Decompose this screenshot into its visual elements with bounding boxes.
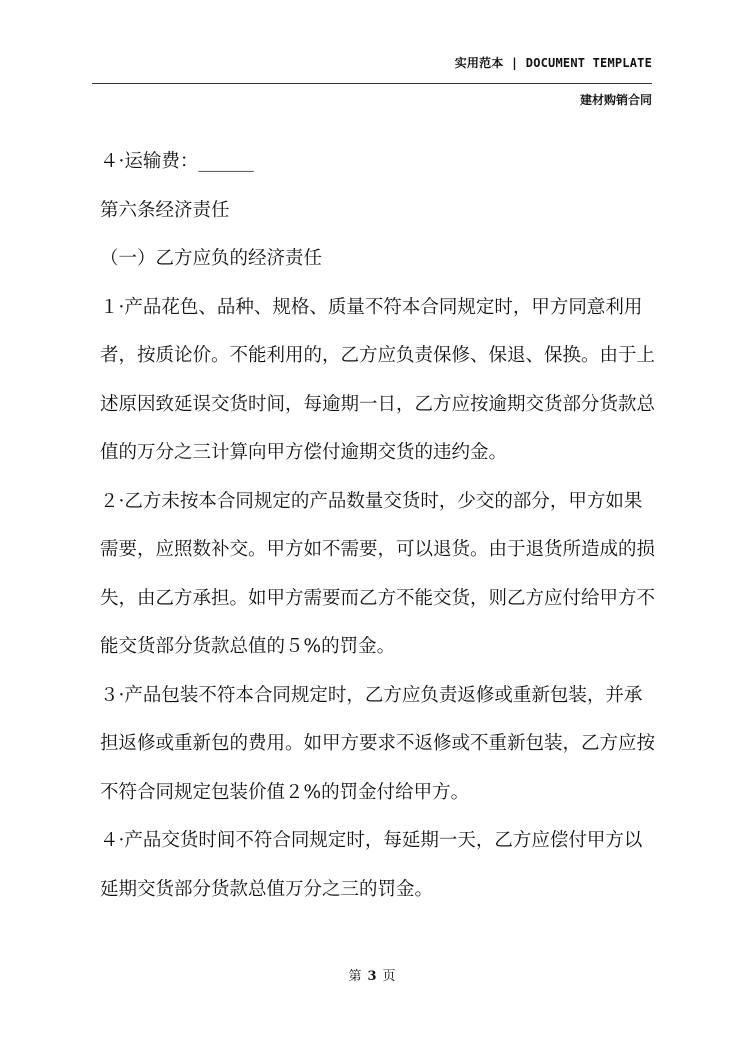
clause-paragraph: １·产品花色、品种、规格、质量不符本合同规定时，甲方同意利用者，按质论价。不能利用的，乙方应负责保修、保退、保换。由于上述原因致延误交货时间，每逾期一日，乙方应按逾期交货部分货款总值的万分之三计算向甲方偿付逾期交货的违约金。 bbox=[100, 296, 656, 463]
page-suffix: 页 bbox=[382, 969, 396, 984]
clause-paragraph: ３·产品包装不符本合同规定时，乙方应负责返修或重新包装，并承担返修或重新包的费用。如甲方要求不返修或不重新包装，乙方应按不符合同规定包装价值２%的罚金付给甲方。 bbox=[100, 684, 656, 803]
header-divider bbox=[92, 83, 652, 84]
page-number: 3 bbox=[367, 969, 377, 984]
section-heading: （一）乙方应负的经济责任 bbox=[100, 248, 323, 269]
article-heading: 第六条经济责任 bbox=[100, 199, 230, 221]
page-prefix: 第 bbox=[348, 969, 362, 984]
document-header-subtitle: 建材购销合同 bbox=[579, 93, 652, 107]
page-number-footer bbox=[0, 965, 744, 984]
document-body bbox=[100, 138, 660, 914]
clause-paragraph: ４·产品交货时间不符合同规定时，每延期一天，乙方应偿付甲方以延期交货部分货款总值万分之三的罚金。 bbox=[100, 830, 643, 900]
transport-fee-line: ４·运输费：______ bbox=[100, 151, 254, 172]
clause-paragraph: ２·乙方未按本合同规定的产品数量交货时，少交的部分，甲方如果需要，应照数补交。甲方如不需要，可以退货。由于退货所造成的损失，由乙方承担。如甲方需要而乙方不能交货，则乙方应付给甲方不能交货部分货款总值的５%的罚金。 bbox=[100, 490, 656, 657]
document-header-title: 实用范本 | DOCUMENT TEMPLATE bbox=[454, 56, 652, 70]
